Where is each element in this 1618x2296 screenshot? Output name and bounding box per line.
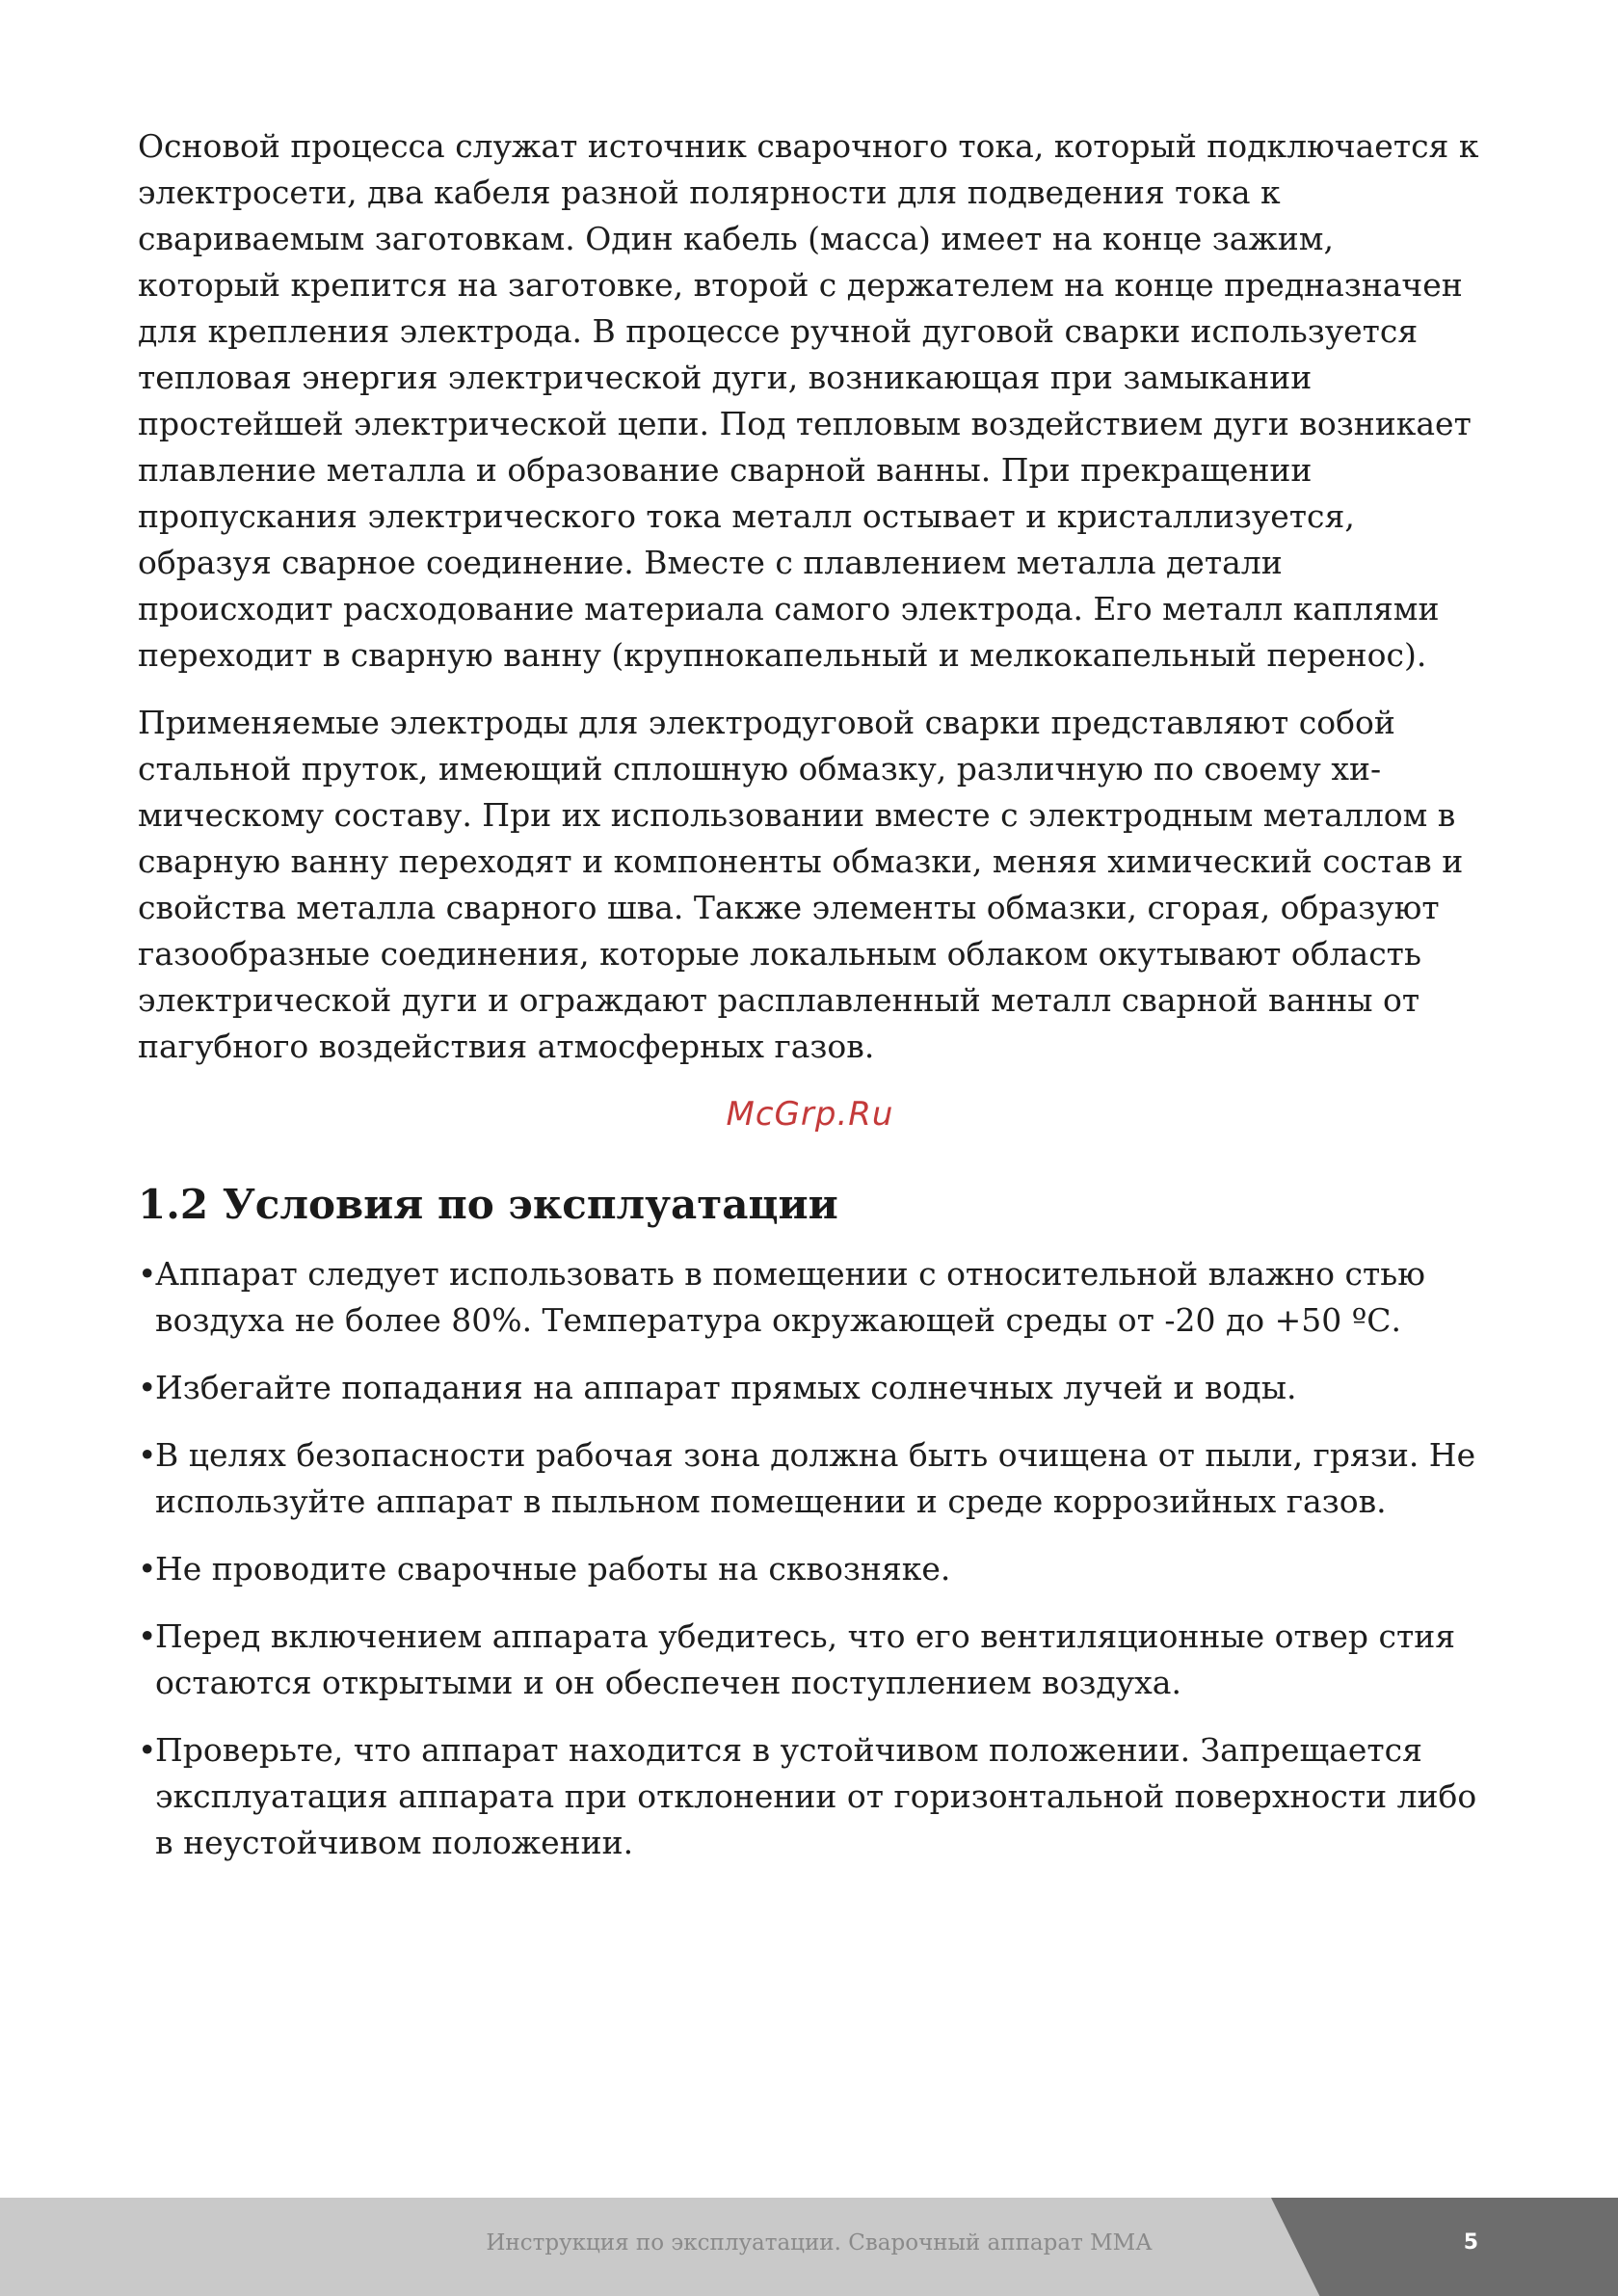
section-title: 1.2 Условия по эксплуатации [138, 1181, 838, 1228]
bullet-icon: • [138, 1731, 157, 1769]
list-item-text: Проверьте, что аппарат находится в устойчивом положении. Запрещается эксплуатация аппарата при отклонении от горизонтальной поверхности либо в неустойчивом положении. [155, 1731, 1477, 1861]
footer-title: Инструкция по эксплуатации. Сварочный аппарат ММА [486, 2230, 1153, 2256]
bullet-icon: • [138, 1369, 157, 1406]
operating-conditions-list [138, 1251, 1482, 1866]
list-item [138, 1546, 1482, 1592]
page-number: 5 [1463, 2230, 1478, 2255]
list-item [138, 1727, 1482, 1866]
page-content [138, 123, 1482, 1887]
watermark-link[interactable]: McGrp.Ru [726, 1095, 894, 1134]
list-item [138, 1432, 1482, 1525]
list-item-text: Перед включением аппарата убедитесь, что его вентиляционные отвер стия остаются открытыми и он обеспечен поступлением воздуха. [155, 1617, 1456, 1701]
list-item-text: Не проводите сварочные работы на сквозняке. [155, 1550, 951, 1588]
list-item-text: Избегайте попадания на аппарат прямых солнечных лучей и воды. [155, 1369, 1297, 1406]
bullet-icon: • [138, 1617, 157, 1655]
bullet-icon: • [138, 1550, 157, 1588]
paragraph-electrodes: Применяемые электроды для электродуговой сварки представляют собой стальной пруток, имеющий сплошную обмазку, различную по своему химическому составу. При их использовании вместе с электродным металлом в сварную ванну переходят и компоненты обмазки, меняя химический состав и свойства металла сварного шва. Также элементы обмазки, сгорая, образуют газообразные соединения, которые локальным облаком окутывают область электрической дуги и ограждают расплавленный металл сварной ванны от пагубного воздействия атмосферных газов. [138, 704, 1464, 1065]
list-item [138, 1365, 1482, 1411]
list-item-text: В целях безопасности рабочая зона должна быть очищена от пыли, грязи. Не используйте аппарат в пыльном помещении и среде коррозийных газов. [155, 1436, 1476, 1520]
list-item [138, 1614, 1482, 1706]
bullet-icon: • [138, 1436, 157, 1474]
list-item [138, 1251, 1482, 1344]
bullet-icon: • [138, 1255, 157, 1293]
list-item-text: Аппарат следует использовать в помещении с относительной влажно стью воздуха не более 80%. Температура окружающей среды от -20 до +50 ºС. [155, 1255, 1425, 1339]
page-footer [0, 2198, 1618, 2296]
paragraph-welding-process: Основой процесса служат источник сварочного тока, который подключается к электросети, два кабеля разной полярности для подведения тока к свариваемым заготовкам. Один кабель (масса) имеет на конце зажим, который крепится на заготовке, второй с держателем на конце предназначен для крепления электрода. В процессе ручной дуговой сварки используется тепловая энергия электрической дуги, возникающая при замыкании простейшей электрической цепи. Под тепловым воздействием дуги возникает плавление металла и образование сварной ванны. При прекращении пропускания электрического тока металл остывает и кристаллизуется, образуя сварное соединение. Вместе с плавлением металла детали происходит расходование материала самого электрода. Его металл каплями переходит в сварную ванну (крупнокапельный и мелкокапельный перенос). [138, 127, 1479, 674]
